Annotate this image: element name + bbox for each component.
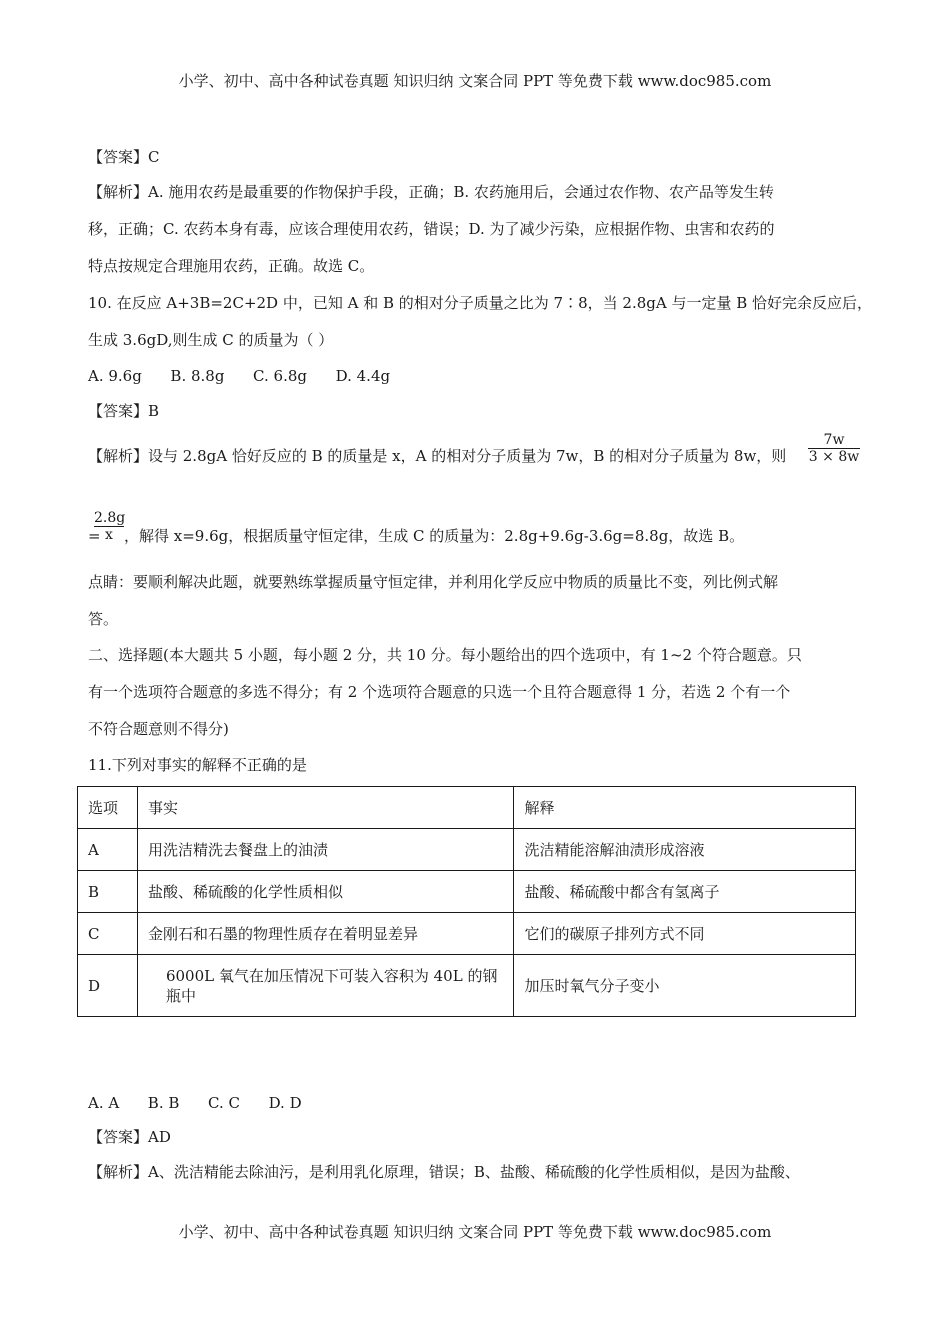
q11-table (77, 786, 856, 1017)
table-header-cell: 选项 (78, 787, 138, 829)
table-header-row (78, 787, 856, 829)
table-cell: 洗洁精能溶解油渍形成溶液 (514, 829, 856, 871)
table-row (78, 871, 856, 913)
q10-tip-line: 点睛：要顺利解决此题，就要熟练掌握质量守恒定律，并利用化学反应中物质的质量比不变，列比例式解 (88, 573, 779, 591)
fraction-7w-over-3x8w (808, 432, 860, 465)
q10-options: A. 9.6g B. 8.8g C. 6.8g D. 4.4g (88, 367, 391, 385)
table-cell: 盐酸、稀硫酸的化学性质相似 (137, 871, 514, 913)
fraction-denominator: 3 × 8w (808, 449, 860, 465)
table-row (78, 913, 856, 955)
q9-analysis-line: 移，正确；C. 农药本身有毒，应该合理使用农药，错误；D. 为了减少污染，应根据作物、虫害和农药的 (88, 220, 775, 238)
equals-sign: = (88, 527, 101, 545)
table-cell-text: 6000L 氧气在加压情况下可装入容积为 40L 的钢瓶中 (165, 966, 498, 1005)
q11-answer: 【答案】AD (88, 1128, 171, 1146)
fraction-numerator: 7w (823, 432, 845, 448)
table-cell: B (78, 871, 138, 913)
q10-analysis-line: ，解得 x=9.6g，根据质量守恒定律，生成 C 的质量为：2.8g+9.6g-3.6g=8.8g，故选 B。 (124, 527, 745, 545)
table-cell: D (78, 955, 138, 1017)
table-cell: A (78, 829, 138, 871)
section2-instructions-line: 有一个选项符合题意的多选不得分；有 2 个选项符合题意的只选一个且符合题意得 1 分，若选 2 个有一个 (88, 683, 791, 701)
q10-analysis-line: 【解析】设与 2.8gA 恰好反应的 B 的质量是 x，A 的相对分子质量为 7w，B 的相对分子质量为 8w，则 (88, 447, 787, 465)
table-cell: 金刚石和石墨的物理性质存在着明显差异 (137, 913, 514, 955)
q10-tip-line: 答。 (88, 610, 119, 628)
section2-instructions-line: 不符合题意则不得分) (88, 720, 229, 738)
table-cell: 用洗洁精洗去餐盘上的油渍 (137, 829, 514, 871)
table-header-cell: 解释 (514, 787, 856, 829)
page-header: 小学、初中、高中各种试卷真题 知识归纳 文案合同 PPT 等免费下载 www.doc985.com (178, 72, 772, 90)
fraction-numerator: 2.8g (94, 510, 126, 526)
table-cell: 盐酸、稀硫酸中都含有氢离子 (514, 871, 856, 913)
q9-answer: 【答案】C (88, 148, 160, 166)
fraction-2-8g-over-x (94, 510, 124, 543)
page-footer: 小学、初中、高中各种试卷真题 知识归纳 文案合同 PPT 等免费下载 www.doc985.com (178, 1223, 772, 1241)
table-cell: C (78, 913, 138, 955)
section2-instructions-line: 二、选择题(本大题共 5 小题，每小题 2 分，共 10 分。每小题给出的四个选项中，有 1~2 个符合题意。只 (88, 646, 802, 664)
q10-stem-line: 10. 在反应 A+3B=2C+2D 中，已知 A 和 B 的相对分子质量之比为 7∶8，当 2.8gA 与一定量 B 恰好完余反应后， (88, 294, 873, 312)
table-cell: 加压时氧气分子变小 (514, 955, 856, 1017)
q11-analysis-line: 【解析】A、洗洁精能去除油污，是利用乳化原理，错误；B、盐酸、稀硫酸的化学性质相似，是因为盐酸、 (88, 1163, 800, 1181)
table-row (78, 829, 856, 871)
table-row (78, 955, 856, 1017)
q11-options: A. A B. B C. C D. D (88, 1094, 302, 1112)
q10-answer: 【答案】B (88, 402, 160, 420)
fraction-denominator: x (105, 527, 113, 543)
q11-stem: 11.下列对事实的解释不正确的是 (88, 756, 307, 774)
table-cell (137, 955, 514, 1017)
table-cell: 它们的碳原子排列方式不同 (514, 913, 856, 955)
q9-analysis-line: 特点按规定合理施用农药，正确。故选 C。 (88, 257, 375, 275)
table-header-cell: 事实 (137, 787, 514, 829)
q9-analysis-line: 【解析】A. 施用农药是最重要的作物保护手段，正确；B. 农药施用后，会通过农作物、农产品等发生转 (88, 183, 774, 201)
q10-stem-line: 生成 3.6gD,则生成 C 的质量为（ ） (88, 331, 334, 349)
